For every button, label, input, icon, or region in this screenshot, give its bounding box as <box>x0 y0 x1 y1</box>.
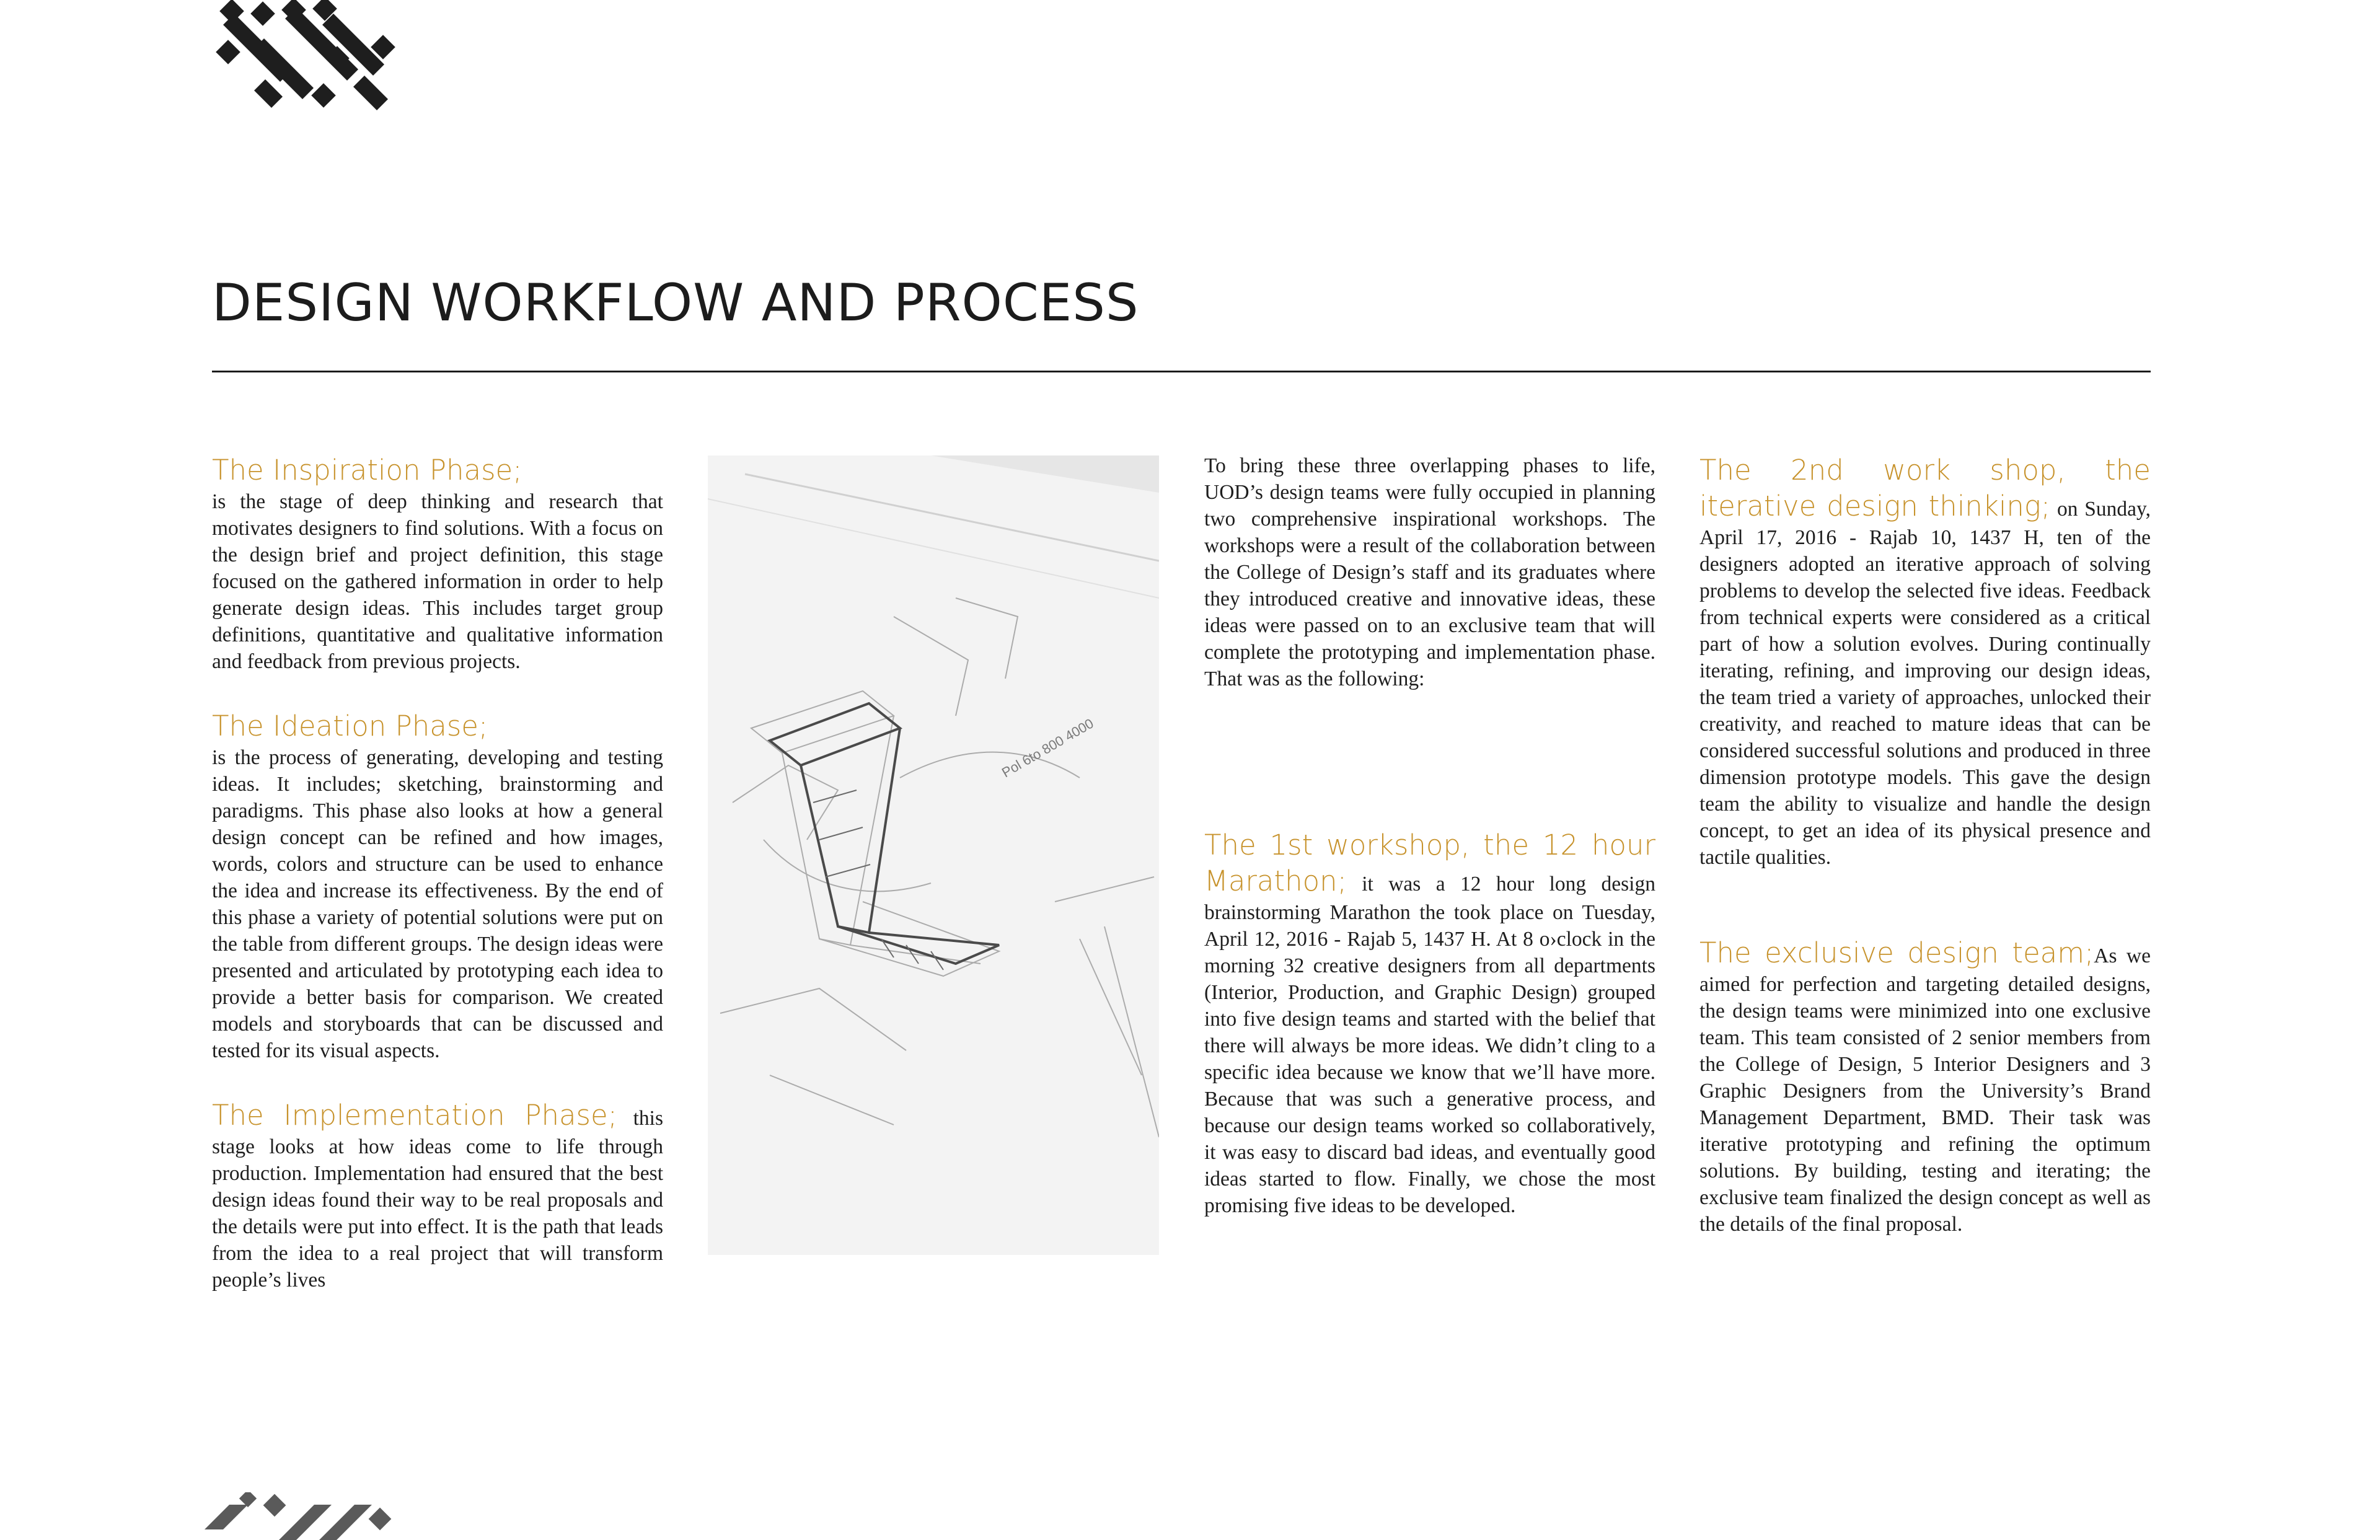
column-phases <box>212 452 663 1327</box>
implementation-phase-heading: The Implementation Phase; <box>212 1099 617 1132</box>
exclusive-team-text: As we aimed for perfection and targeting detailed designs, the design teams were minimized into one exclusive team. This team consisted of 2 senior members from the College of Design, 5 Interior Designers and 3 Graphic Designers from the University’s Brand Management Department, BMD. Their task was iterative prototyping and refining the optimum solutions. By building, testing and iterating; the exclusive team finalized the design concept as well as the details of the final proposal. <box>1699 944 2151 1236</box>
page-title: DESIGN WORKFLOW AND PROCESS <box>212 273 1139 333</box>
inspiration-phase-text: is the stage of deep thinking and research that motivates designers to find solutions. With a focus on the design brief and project definition, this stage focused on the gathered information in order to help generate design ideas. This includes target group definitions, quantitative and qualitative information and feedback from previous projects. <box>212 490 663 673</box>
diagonal-pattern-logo-icon <box>205 0 415 112</box>
exclusive-team-heading: The exclusive design team; <box>1699 936 2094 969</box>
exclusive-team-block <box>1699 935 2151 1238</box>
pencil-sketch-photo <box>708 455 1159 1255</box>
ideation-phase-text: is the process of generating, developing and testing ideas. It includes; sketching, brainstorming and paradigms. This phase also looks at how a general design concept can be refined and how images, words, colors and structure can be used to enhance the idea and increase its effectiveness. By the end of this phase a variety of potential solutions were put on the table from different groups. The design ideas were presented and articulated by prototyping each idea to provide a better basis for comparison. We created models and storyboards that can be discussed and tested for its visual aspects. <box>212 746 663 1062</box>
implementation-phase-text: this stage looks at how ideas come to life through production. Implementation had ensured that the best design ideas found their way to be real proposals and the details were put into effect. It is the path that leads from the idea to a real project that will transform people’s lives <box>212 1107 663 1291</box>
inspiration-phase-block <box>212 452 663 675</box>
diagonal-pattern-logo-footer-icon <box>205 1492 415 1540</box>
workshop1-text: it was a 12 hour long design brainstorming Marathon the took place on Tuesday, April 12, 2016 - Rajab 5, 1437 H. At 8 o›clock in the morning 32 creative designers from all departments (Interior, Production, and Graphic Design) grouped into five design teams and started with the belief that there will always be more ideas. We didn’t cling to a specific idea because we know that we’ll have more. Because that was such a generative process, and because our design teams worked so collaboratively, it was easy to discard bad ideas, and eventually good ideas started to flow. Finally, we chose the most promising five ideas to be developed. <box>1204 873 1655 1217</box>
ideation-phase-block <box>212 708 663 1064</box>
workshop2-heading: The 2nd work shop, the iterative design thinking; <box>1699 454 2151 522</box>
workshop1-block <box>1204 827 1655 1219</box>
column-workshop1 <box>1204 452 1655 1219</box>
title-divider <box>212 371 2151 372</box>
column-workshop2 <box>1699 452 2151 1238</box>
intro-paragraph: To bring these three overlapping phases to life, UOD’s design teams were fully occupied in planning two comprehensive inspirational workshops. The workshops were a result of the collaboration between the College of Design’s staff and its graduates where they introduced creative and innovative ideas, these ideas were passed on to an exclusive team that will complete the prototyping and implementation phase. That was as the following: <box>1204 454 1655 690</box>
ideation-phase-heading: The Ideation Phase; <box>212 710 488 742</box>
inspiration-phase-heading: The Inspiration Phase; <box>212 454 522 486</box>
svg-text:Pol 6to 800 4000: Pol 6to 800 4000 <box>999 715 1096 781</box>
workshop2-block <box>1699 452 2151 871</box>
workshop2-text: on Sunday, April 17, 2016 - Rajab 10, 1437 H, ten of the designers adopted an iterative approach of solving problems to develop the selected five ideas. Feedback from technical experts were considered as a critical part of how a solution evolves. During continually iterating, refining, and improving our design ideas, the team tried a variety of approaches, unlocked their creativity, and reached to mature ideas that can be considered successful solutions and produced in three dimension prototype models. This gave the design team the ability to visualize and handle the design concept, to get an idea of its physical presence and tactile qualities. <box>1699 498 2151 869</box>
workshop1-heading: The 1st workshop, the 12 hour Marathon; <box>1204 829 1655 897</box>
implementation-phase-block <box>212 1098 663 1293</box>
